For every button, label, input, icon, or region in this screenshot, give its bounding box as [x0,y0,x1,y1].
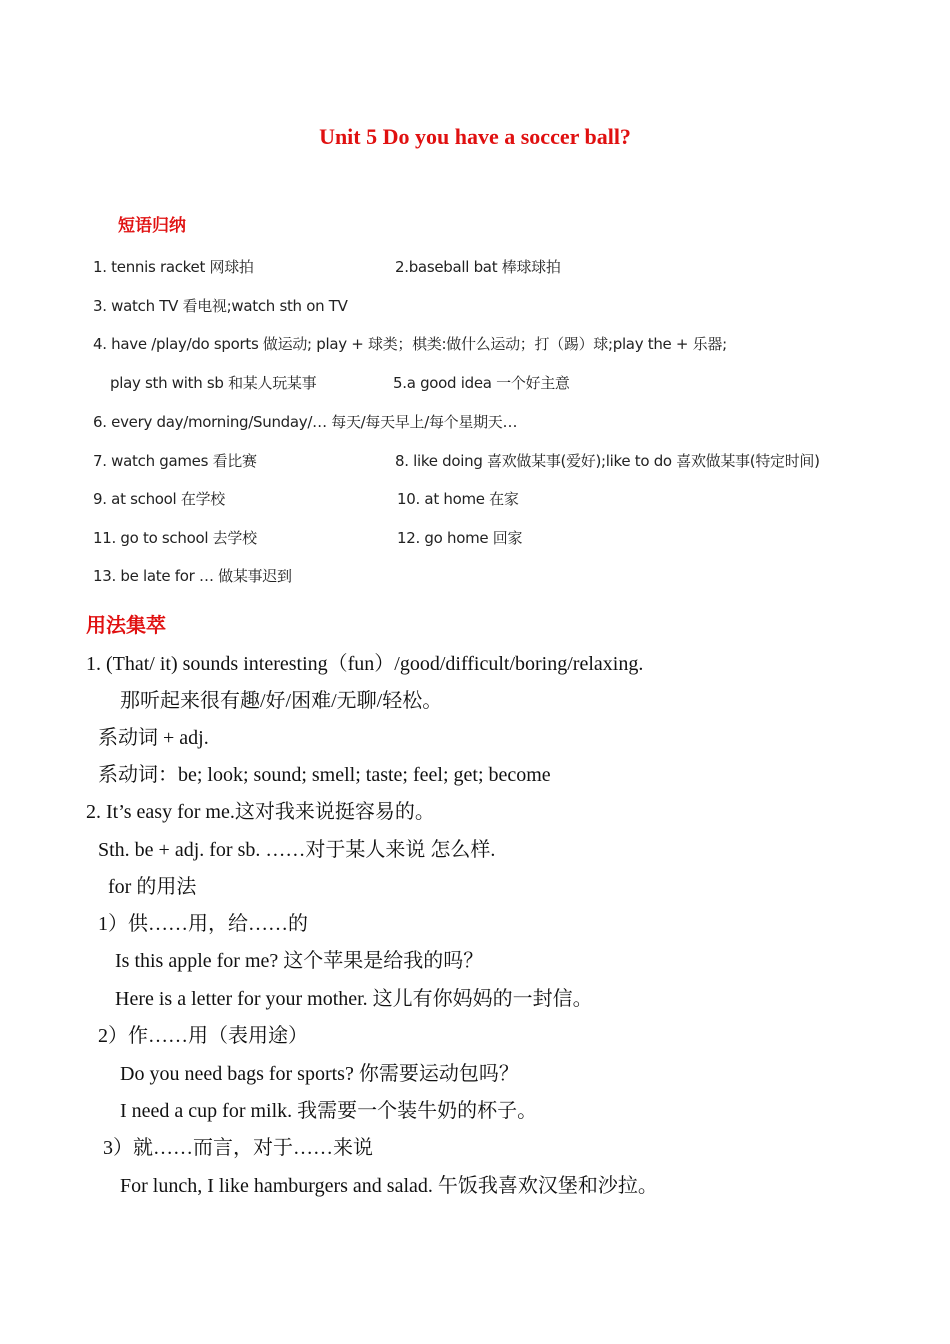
usage-line: For lunch, I like hamburgers and salad. 午饭我喜欢汉堡和沙拉。 [120,1175,658,1197]
usage-line: 3）就……而言，对于……来说 [103,1137,373,1159]
phrase-item: 4. have /play/do sports 做运动; play + 球类；棋类:做什么运动；打（踢）球;play the + 乐器; [93,335,727,353]
phrase-item: play sth with sb 和某人玩某事 [110,374,317,392]
phrase-item: 10. at home 在家 [397,490,519,508]
phrase-item: 9. at school 在学校 [93,490,225,508]
usage-line: for 的用法 [108,876,197,898]
usage-line: 1. (That/ it) sounds interesting（fun）/good/difficult/boring/relaxing. [86,653,644,675]
phrase-item: 13. be late for … 做某事迟到 [93,567,292,585]
phrase-item: 12. go home 回家 [397,529,523,547]
usage-line: Here is a letter for your mother. 这儿有你妈妈的一封信。 [115,988,593,1010]
phrase-item: 6. every day/morning/Sunday/… 每天/每天早上/每个星期天… [93,413,518,431]
phrases-heading: 短语归纳 [118,216,186,236]
phrase-item: 5.a good idea 一个好主意 [393,374,570,392]
usage-line: Do you need bags for sports? 你需要运动包吗？ [120,1063,519,1085]
usage-line: 2. It’s easy for me.这对我来说挺容易的。 [86,801,435,823]
usage-heading: 用法集萃 [86,613,166,637]
usage-line: 系动词 + adj. [98,727,209,749]
usage-line: Is this apple for me? 这个苹果是给我的吗？ [115,950,484,972]
usage-line: 那听起来很有趣/好/困难/无聊/轻松。 [120,690,443,712]
phrase-item: 7. watch games 看比赛 [93,452,257,470]
usage-line: 系动词：be; look; sound; smell; taste; feel; get; become [98,764,551,786]
phrase-item: 11. go to school 去学校 [93,529,257,547]
phrase-item: 1. tennis racket 网球拍 [93,258,254,276]
usage-line: Sth. be + adj. for sb. ……对于某人来说 怎么样. [98,839,496,861]
page-title: Unit 5 Do you have a soccer ball? [319,124,631,149]
phrase-item: 3. watch TV 看电视;watch sth on TV [93,297,348,315]
usage-line: I need a cup for milk. 我需要一个装牛奶的杯子。 [120,1100,538,1122]
phrase-item: 2.baseball bat 棒球球拍 [395,258,561,276]
usage-line: 1）供……用，给……的 [98,913,308,935]
usage-line: 2）作……用（表用途） [98,1025,308,1047]
phrase-item: 8. like doing 喜欢做某事(爱好);like to do 喜欢做某事(特定时间) [395,452,820,470]
